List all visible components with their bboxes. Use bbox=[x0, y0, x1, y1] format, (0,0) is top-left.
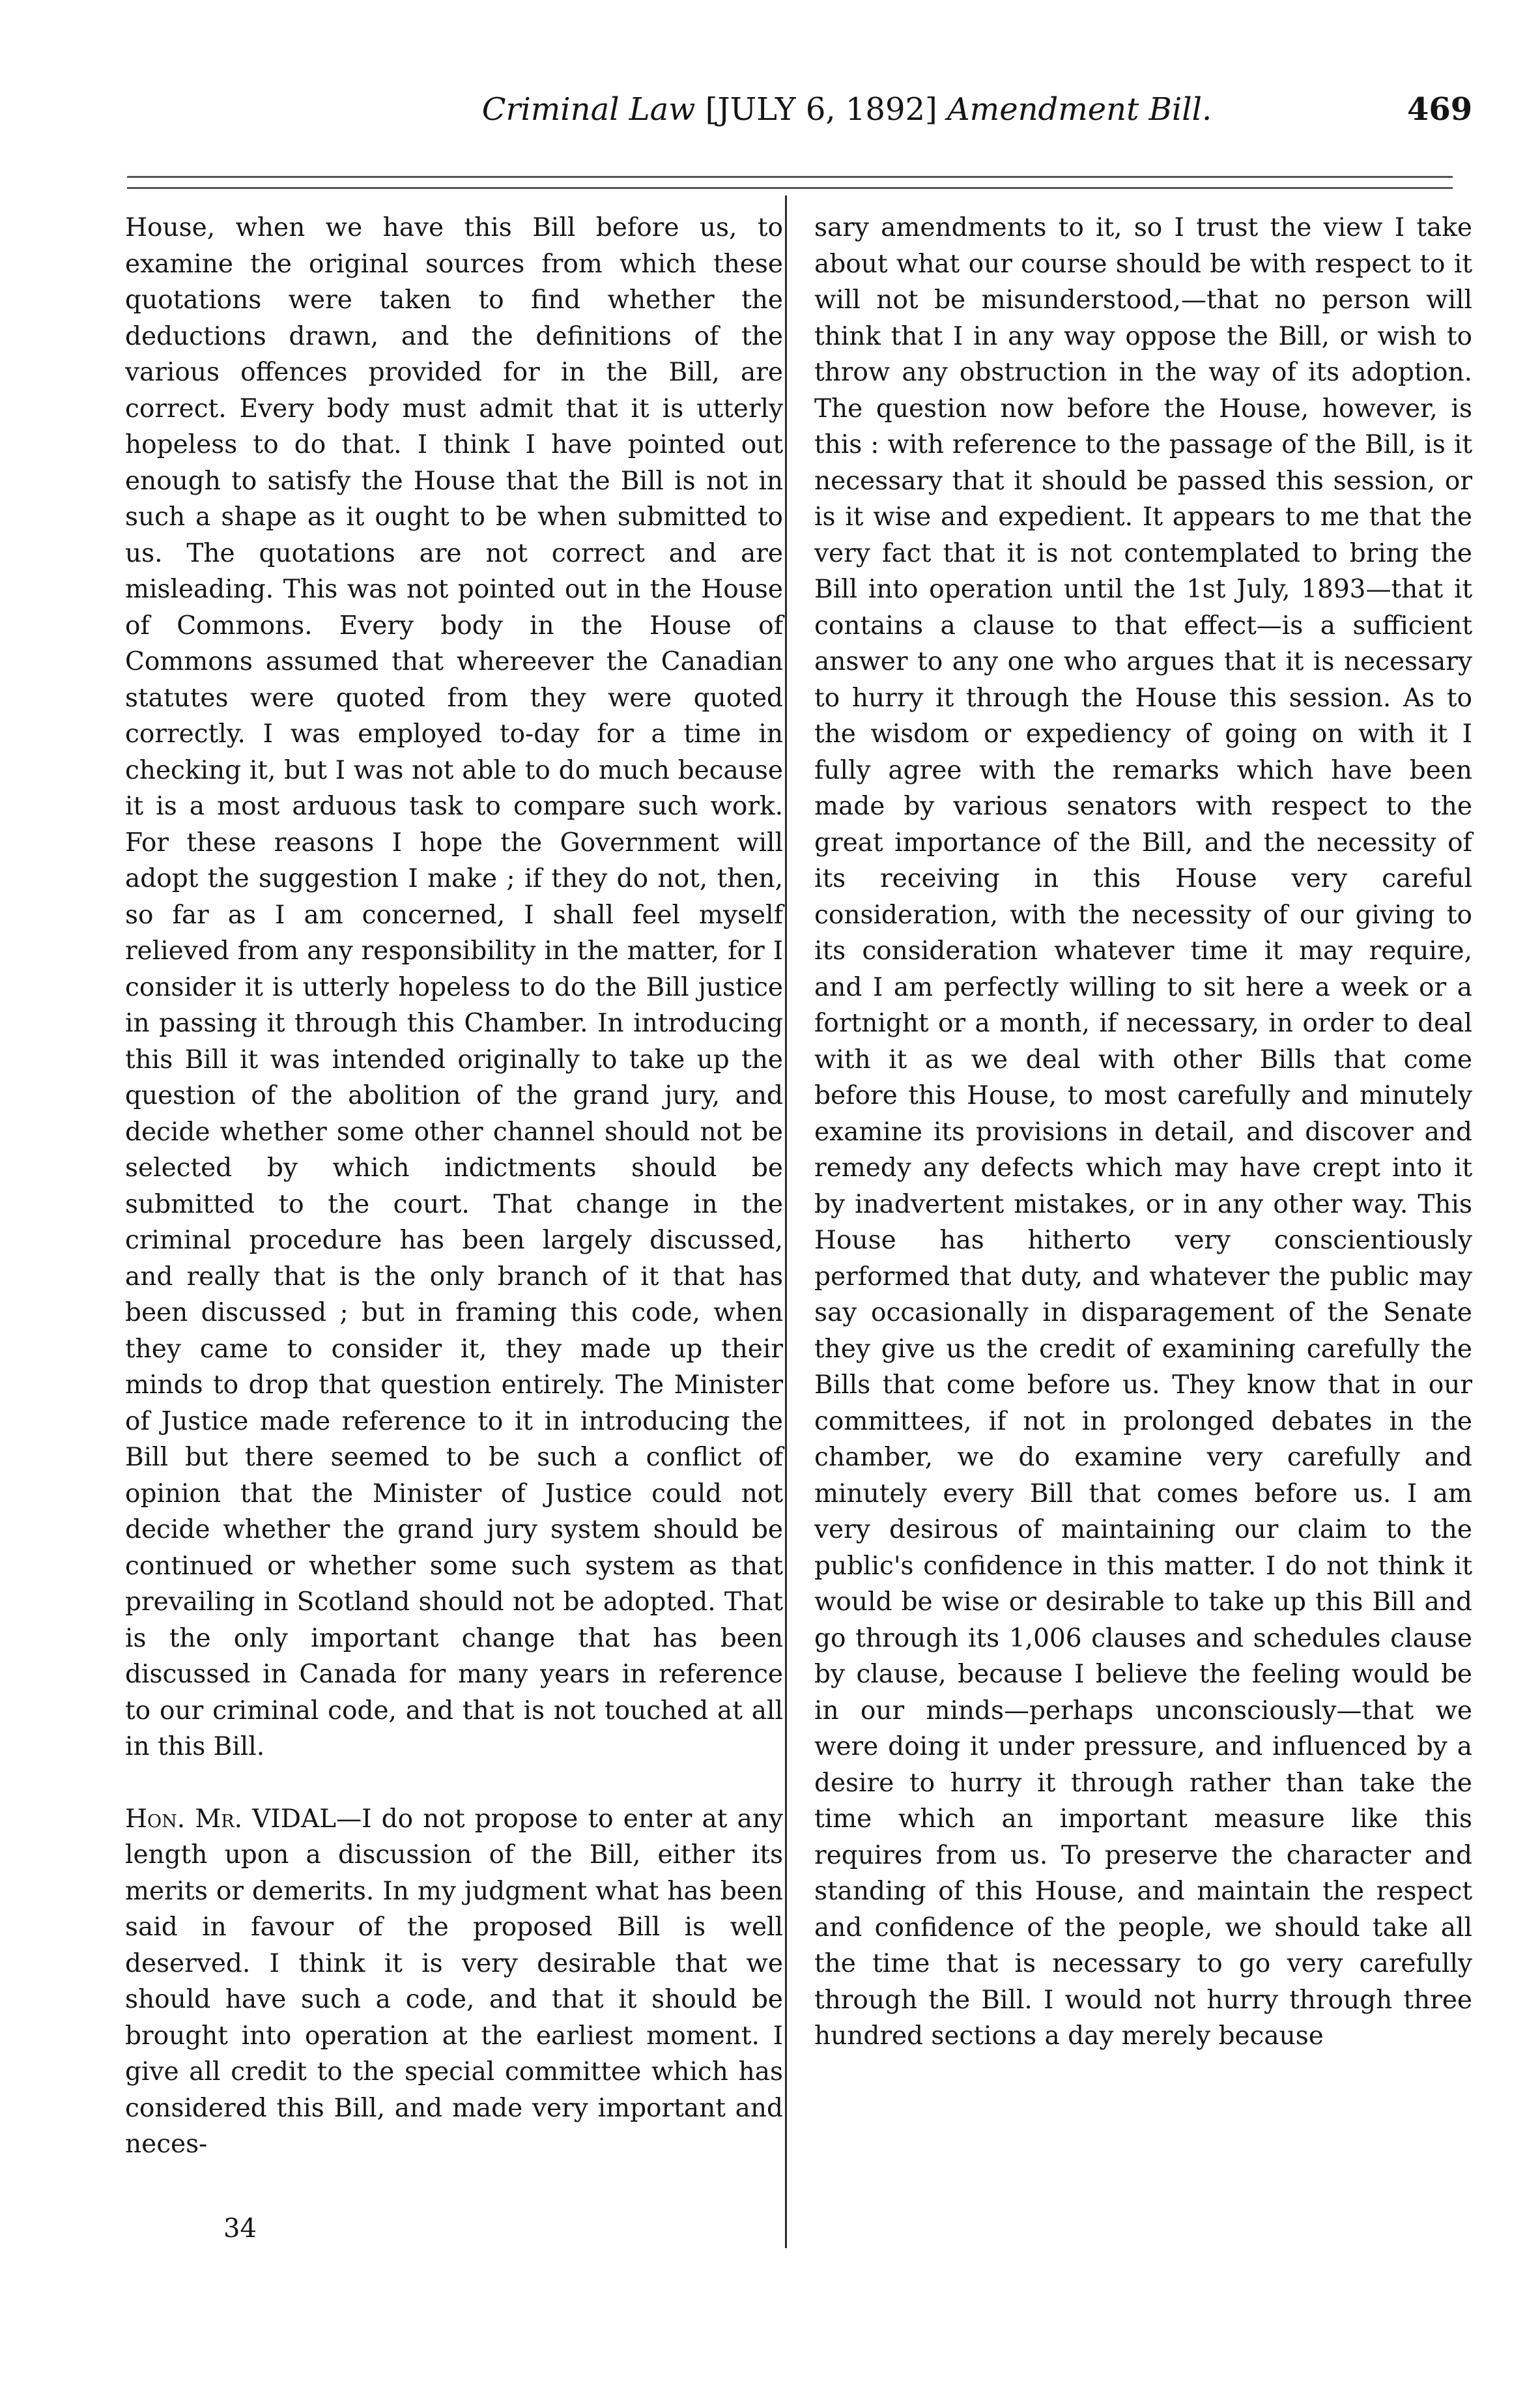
right-paragraph: sary amendments to it, so I trust the view I take about what our course should be with respect to it will not be misunderstood,—that no person will think that I in any way oppose the Bill, or wish to throw any obstruction in the way of its adoption. The question now before the House, however, is this : with reference to the passage of the Bill, is it necessary that it should be passed this session, or is it wise and expedient. It appears to me that the very fact that it is not contemplated to bring the Bill into operation until the 1st July, 1893—that it contains a clause to that effect—is a sufficient answer to any one who argues that it is necessary to hurry it through the House this session. As to the wisdom or expediency of going on with it I fully agree with the remarks which have been made by various senators with respect to the great importance of the Bill, and the necessity of its receiving in this House very careful consideration, with the necessity of our giving to its consideration whatever time it may require, and I am perfectly willing to sit here a week or a fortnight or a month, if necessary, in order to deal with it as we deal with other Bills that come before this House, to most carefully and minutely examine its provisions in detail, and discover and remedy any defects which may have crept into it by inadvertent mistakes, or in any other way. This House has hitherto very conscientiously performed that duty, and whatever the public may say occasionally in disparagement of the Senate they give us the credit of examining carefully the Bills that come before us. They know that in our committees, if not in prolonged debates in the chamber, we do examine very carefully and minutely every Bill that comes before us. I am very desirous of maintaining our claim to the public's confidence in this matter. I do not think it would be wise or desirable to take up this Bill and go through its 1,006 clauses and schedules clause by clause, because I believe the feeling would be in our minds—perhaps unconsciously—that we were doing it under pressure, and influenced by a desire to hurry it through rather than take the time which an important measure like this requires from us. To preserve the character and standing of this House, and maintain the respect and confidence of the people, we should take all the time that is necessary to go very carefully through the Bill. I would not hurry through three hundred sections a day merely because bbox=[814, 213, 1472, 2051]
running-head-title-left: Criminal Law bbox=[481, 91, 696, 128]
header-rule-bottom bbox=[127, 187, 1453, 189]
running-head-date: [JULY 6, 1892] bbox=[705, 91, 937, 128]
right-column bbox=[814, 210, 1472, 2055]
vidal-speech-text: —I do not propose to enter at any length upon a discussion of the Bill, either its merits or demerits. In my judgment what has been said in favour of the proposed Bill is well deserved. I think it is very desirable that we should have such a code, and that it should be brought into operation at the earliest moment. I give all credit to the special committee which has considered this Bill, and made very important and neces- bbox=[125, 1804, 783, 2159]
speaker-name: Hon. Mr. VIDAL bbox=[125, 1804, 337, 1834]
page-number: 469 bbox=[1407, 91, 1473, 128]
running-head bbox=[423, 90, 1270, 129]
running-head-title-right: Amendment Bill. bbox=[947, 91, 1212, 128]
left-column bbox=[125, 210, 783, 2163]
column-divider bbox=[785, 195, 787, 2248]
header-rule-top bbox=[127, 176, 1453, 178]
left-paragraph-continued: House, when we have this Bill before us, to examine the original sources from which these quotations were taken to find whether the deductions drawn, and the definitions of the various offences provided for in the Bill, are correct. Every body must admit that it is utterly hopeless to do that. I think I have pointed out enough to satisfy the House that the Bill is not in such a shape as it ought to be when submitted to us. The quotations are not correct and are misleading. This was not pointed out in the House of Commons. Every body in the House of Commons assumed that whereever the Canadian statutes were quoted from they were quoted correctly. I was employed to-day for a time in checking it, but I was not able to do much because it is a most arduous task to compare such work. For these reasons I hope the Government will adopt the suggestion I make ; if they do not, then, so far as I am concerned, I shall feel myself relieved from any responsibility in the matter, for I consider it is utterly hopeless to do the Bill justice in passing it through this Chamber. In introducing this Bill it was intended originally to take up the question of the abolition of the grand jury, and decide whether some other channel should not be selected by which indictments should be submitted to the court. That change in the criminal procedure has been largely discussed, and really that is the only branch of it that has been discussed ; but in framing this code, when they came to consider it, they made up their minds to drop that question entirely. The Minister of Justice made reference to it in introducing the Bill but there seemed to be such a conflict of opinion that the Minister of Justice could not decide whether the grand jury system should be continued or whether some such system as that prevailing in Scotland should not be adopted. That is the only important change that has been discussed in Canada for many years in reference to our criminal code, and that is not touched at all in this Bill. bbox=[125, 213, 783, 1761]
signature-mark: 34 bbox=[223, 2214, 257, 2244]
vidal-speech bbox=[125, 1801, 783, 2163]
